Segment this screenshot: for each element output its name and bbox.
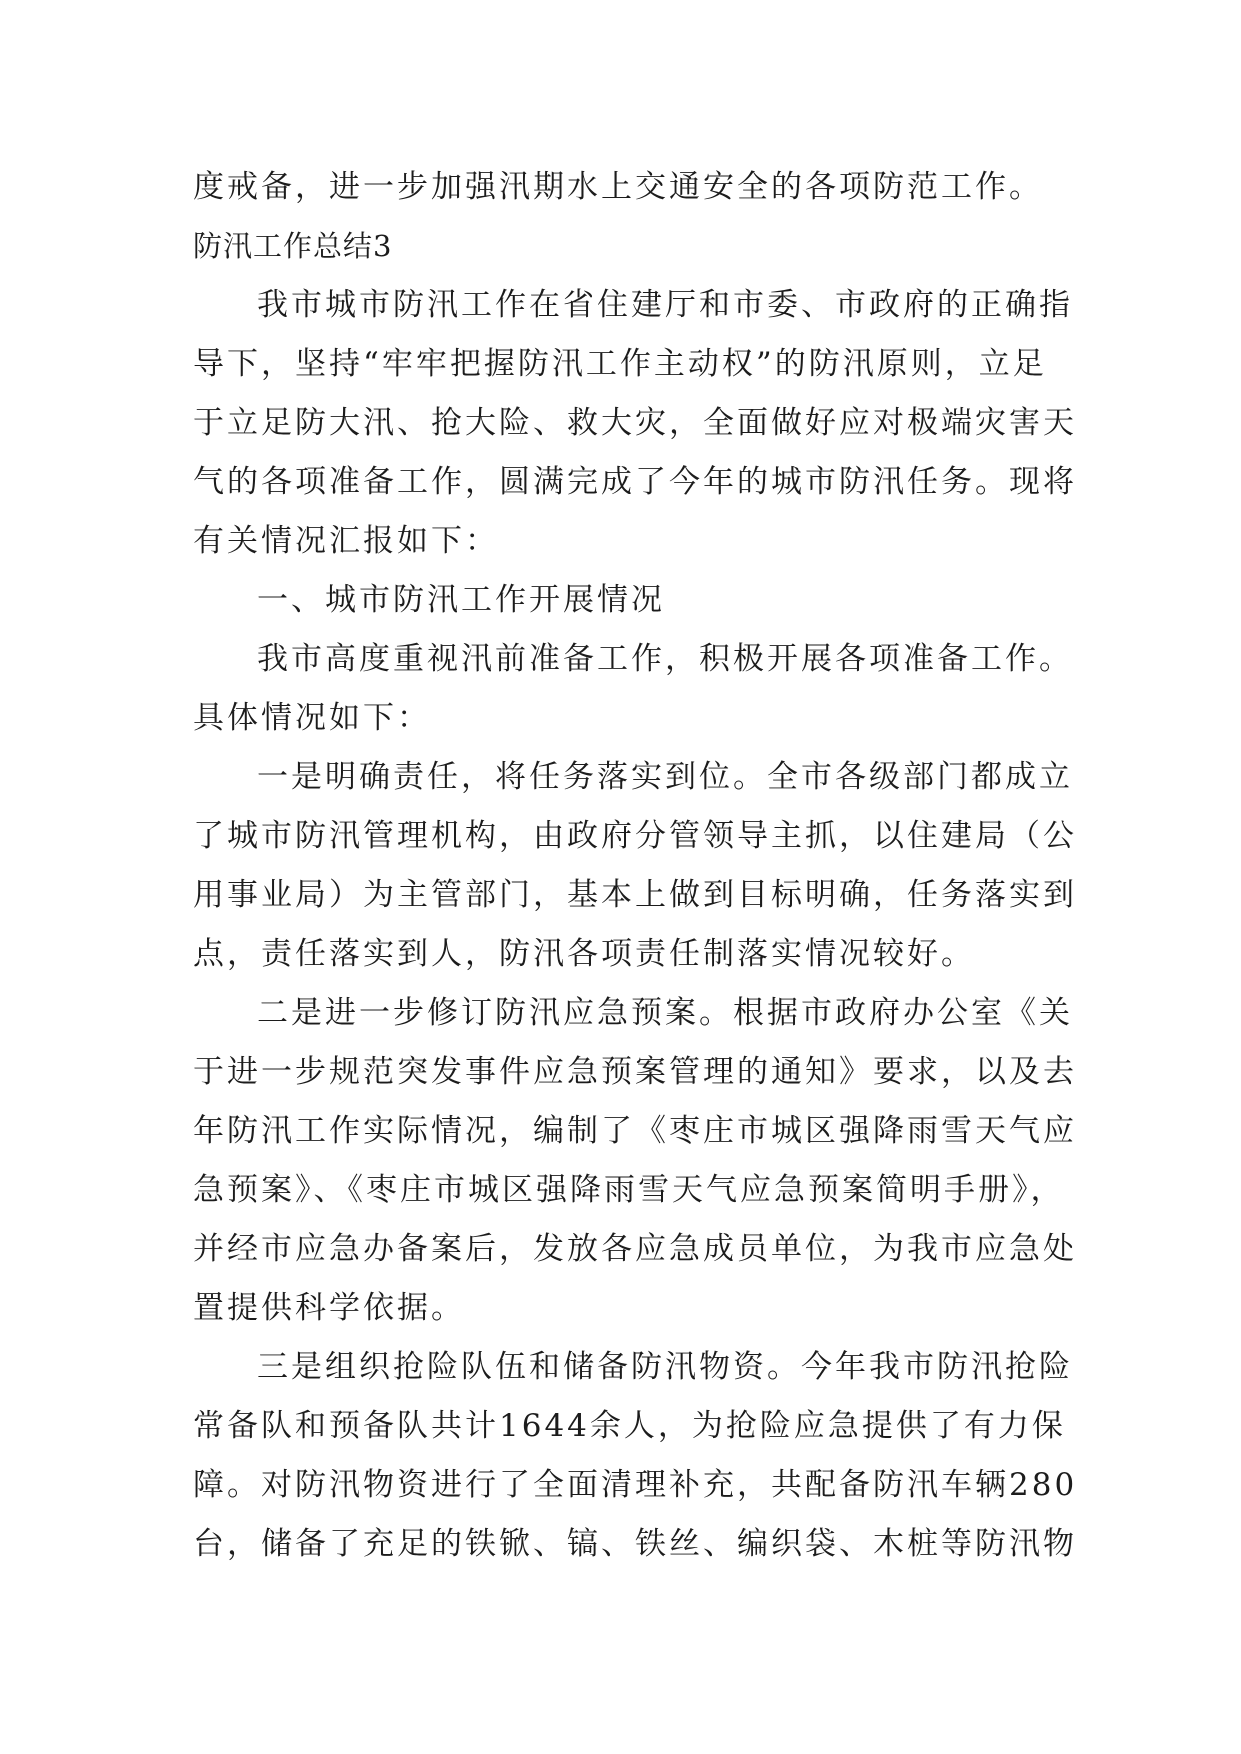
text-line: 急预案》、《枣庄市城区强降雨雪天气应急预案简明手册》，: [193, 1172, 1065, 1208]
text-line: 于进一步规范突发事件应急预案管理的通知》要求，以及去: [193, 1054, 1077, 1090]
text-line: 我市高度重视汛前准备工作，积极开展各项准备工作。: [257, 641, 1073, 677]
text-line: 二是进一步修订防汛应急预案。根据市政府办公室《关: [257, 995, 1073, 1031]
text-line: 并经市应急办备案后，发放各应急成员单位，为我市应急处: [193, 1231, 1077, 1267]
text-line: 了城市防汛管理机构，由政府分管领导主抓，以住建局（公: [193, 818, 1077, 854]
text-line: 有关情况汇报如下：: [193, 523, 499, 559]
text-line: 三是组织抢险队伍和储备防汛物资。今年我市防汛抢险: [257, 1349, 1073, 1385]
text-line: 常备队和预备队共计1644余人，为抢险应急提供了有力保: [193, 1408, 1066, 1444]
text-line: 一是明确责任，将任务落实到位。全市各级部门都成立: [257, 759, 1073, 795]
text-line: 置提供科学依据。: [193, 1290, 465, 1326]
text-line: 障。对防汛物资进行了全面清理补充，共配备防汛车辆280: [193, 1467, 1078, 1503]
text-line: 我市城市防汛工作在省住建厅和市委、市政府的正确指: [257, 287, 1073, 323]
text-line: 于立足防大汛、抢大险、救大灾，全面做好应对极端灾害天: [193, 405, 1077, 441]
text-line: 点，责任落实到人，防汛各项责任制落实情况较好。: [193, 936, 975, 972]
section-title: 防汛工作总结3: [193, 229, 393, 263]
text-line: 气的各项准备工作，圆满完成了今年的城市防汛任务。现将: [193, 464, 1077, 500]
text-line: 年防汛工作实际情况，编制了《枣庄市城区强降雨雪天气应: [193, 1113, 1077, 1149]
text-line: 度戒备，进一步加强汛期水上交通安全的各项防范工作。: [193, 169, 1043, 205]
text-line: 具体情况如下：: [193, 700, 431, 736]
text-line: 用事业局）为主管部门，基本上做到目标明确，任务落实到: [193, 877, 1077, 913]
document-body: [193, 158, 1078, 1574]
text-line: 导下，坚持“牢牢把握防汛工作主动权”的防汛原则，立足: [193, 346, 1047, 382]
subheading: 一、城市防汛工作开展情况: [257, 582, 665, 618]
text-line: 台，储备了充足的铁锨、镐、铁丝、编织袋、木桩等防汛物: [193, 1526, 1077, 1562]
